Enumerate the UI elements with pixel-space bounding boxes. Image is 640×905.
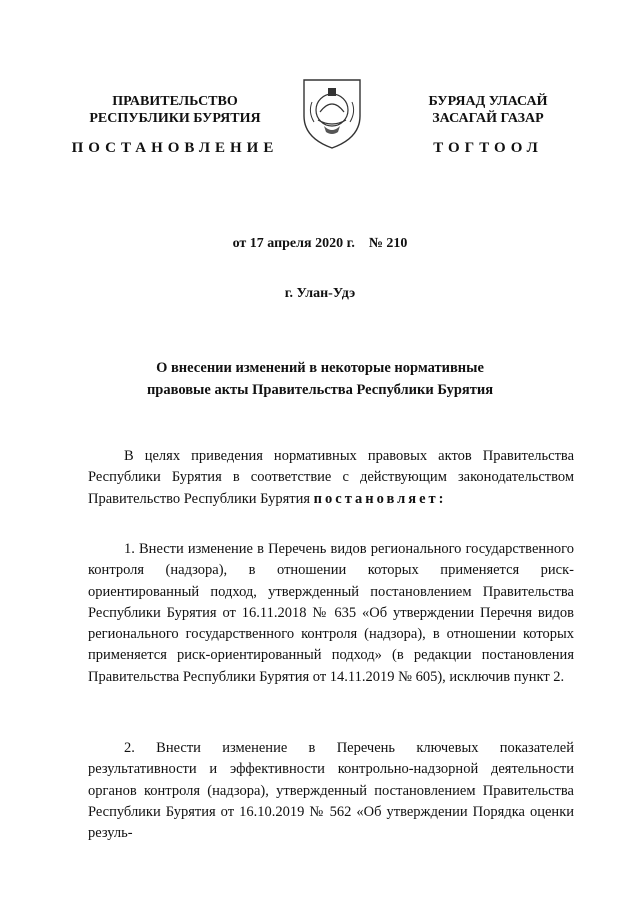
- doc-type-russian: ПОСТАНОВЛЕНИЕ: [71, 140, 279, 156]
- government-line-2: РЕСПУБЛИКИ БУРЯТИЯ: [89, 111, 261, 126]
- item-2-paragraph: [88, 738, 574, 844]
- date-and-number: от 17 апреля 2020 г. № 210: [232, 236, 408, 251]
- government-name-russian: [50, 93, 300, 127]
- item-1-text: 1. Внести изменение в Перечень видов регионального государственного контроля (надзора), в отношении которых применяется риск-ориентированный подход, утвержденный постановлением Правительства Республики Бурятия от 16.11.2018 № 635 «Об утверждении Перечня видов регионального государственного контроля (надзора), в отношении которых применяется риск-ориентированный подход» (в редакции постановления Правительства Республики Бурятия от 14.11.2019 № 605), исключив пункт 2.: [88, 541, 574, 685]
- buryat-line-2: ЗАСАГАЙ ГАЗАР: [432, 111, 544, 126]
- document-title: [120, 357, 520, 401]
- item-2-text: 2. Внести изменение в Перечень ключевых показателей результативности и эффективности контрольно-надзорной деятельности органов контроля (надзора), утвержденный постановлением Правительства Республики Бурятия от 16.10.2019 № 562 «Об утверждении Порядка оценки резуль-: [88, 740, 574, 842]
- coat-of-arms-icon: [298, 72, 366, 152]
- city: г. Улан-Удэ: [284, 286, 356, 301]
- buryat-line-1: БУРЯАД УЛАСАЙ: [428, 94, 548, 109]
- item-1-paragraph: [88, 539, 574, 688]
- title-line-1: О внесении изменений в некоторые нормативные: [156, 360, 484, 376]
- doc-type-buryat: ТОГТООЛ: [433, 140, 543, 156]
- preamble-text: В целях приведения нормативных правовых актов Правительства Республики Бурятия в соответствие с действующим законодательством Правительство Республики Бурятия: [88, 448, 574, 507]
- government-line-1: ПРАВИТЕЛЬСТВО: [112, 94, 238, 109]
- decree-word: постановляет:: [313, 490, 447, 507]
- preamble-paragraph: [88, 446, 574, 510]
- government-name-buryat: [388, 93, 588, 127]
- title-line-2: правовые акты Правительства Республики Бурятия: [146, 382, 494, 398]
